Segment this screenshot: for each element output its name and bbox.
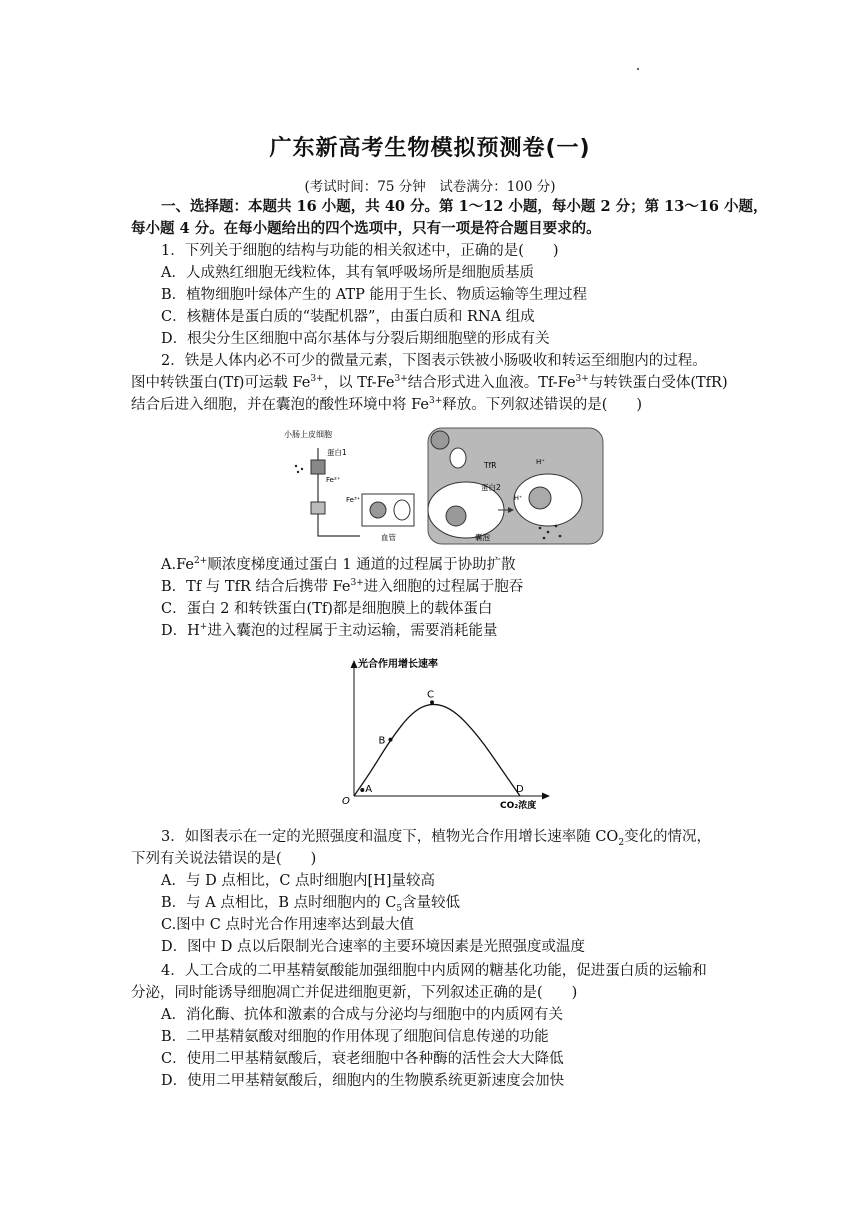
q2-stem-line3: 结合后进入细胞，并在囊泡的酸性环境中将 $Fe^{3+}$释放。下列叙述错误的是( ) — [131, 396, 643, 413]
fe-dot — [555, 525, 558, 528]
y-axis-arrow — [351, 660, 358, 668]
chart-xlabel: CO₂浓度 — [500, 801, 537, 811]
q2-stem-line2: 图中转铁蛋白(Tf)可运载 $Fe^{3+}$，以 $Tf-Fe^{3+}$结合形式进入血液。$Tf-Fe^{3+}$与转铁蛋白受体(TfR) — [131, 374, 728, 391]
x-axis-arrow — [542, 793, 550, 800]
fe-dot — [301, 468, 303, 470]
origin-label: O — [342, 796, 350, 807]
point-label-a: A — [365, 784, 373, 795]
q3-stem-line2: 下列有关说法错误的是( ) — [131, 851, 317, 867]
q2-option-c: C．蛋白 2 和转铁蛋白(Tf)都是细胞膜上的载体蛋白 — [161, 601, 493, 617]
scan-dot — [637, 68, 639, 70]
tf-cluster — [370, 502, 386, 518]
exit-protein — [311, 502, 325, 514]
point-label-c: C — [427, 689, 435, 701]
protein2-label: 蛋白2 — [481, 483, 501, 492]
q3-stem-line1: 3．如图表示在一定的光照强度和温度下，植物光合作用增长速率随 $CO_2$变化的情况， — [161, 829, 712, 848]
q1-option-d: D．根尖分生区细胞中高尔基体与分裂后期细胞壁的形成有关 — [161, 331, 550, 347]
fe-dot — [295, 465, 297, 467]
q2-stem-line1: 2．铁是人体内必不可少的微量元素，下图表示铁被小肠吸收和转运至细胞内的过程。 — [161, 353, 707, 369]
q4-option-b: B．二甲基精氨酸对细胞的作用体现了细胞间信息传递的功能 — [161, 1029, 549, 1045]
fe3-label: Fe³⁺ — [346, 496, 361, 504]
q3-option-c: C.图中 C 点时光合作用速率达到最大值 — [161, 917, 414, 933]
fe-dot — [543, 537, 546, 540]
q1-option-a: A．人成熟红细胞无线粒体，其有氧呼吸场所是细胞质基质 — [161, 265, 534, 281]
section-heading-line2: 每小题 4 分。在每小题给出的四个选项中，只有一项是符合题目要求的。 — [131, 220, 601, 237]
vesicle-label: 囊泡 — [475, 533, 490, 542]
photosynthesis-chart — [330, 654, 560, 814]
q2-option-d: D．H+进入囊泡的过程属于主动运输，需要消耗能量 — [161, 622, 498, 639]
q3-option-a: A．与 D 点相比，C 点时细胞内[H]量较高 — [161, 873, 435, 889]
tfr-receptor — [450, 448, 466, 468]
curve-line — [354, 704, 520, 796]
q1-option-c: C．核糖体是蛋白质的“装配机器”，由蛋白质和 RNA 组成 — [161, 309, 535, 325]
point-label-d: D — [516, 784, 524, 795]
h-label-inner: H⁺ — [514, 494, 523, 502]
fe2-label: Fe²⁺ — [326, 476, 341, 484]
q2-option-b: B．Tf 与 TfR 结合后携带 $Fe^{3+}$进入细胞的过程属于胞吞 — [161, 578, 524, 595]
chart-ylabel: 光合作用增长速率 — [358, 659, 438, 670]
release-cluster — [529, 487, 551, 509]
point-c — [430, 700, 434, 704]
q4-option-c: C．使用二甲基精氨酸后，衰老细胞中各种酶的活性会大大降低 — [161, 1051, 564, 1067]
point-label-b: B — [378, 735, 386, 747]
cell-label: 小肠上皮细胞 — [284, 430, 332, 439]
tfr-label: TfR — [484, 461, 497, 470]
point-a — [360, 788, 364, 792]
fe-dot — [539, 527, 542, 530]
q3-option-d: D．图中 D 点以后限制光合速率的主要环境因素是光照强度或温度 — [161, 939, 585, 955]
tf-fe-complex — [431, 431, 449, 449]
fe-dot — [559, 535, 562, 538]
iron-transport-figure — [278, 424, 608, 548]
page-title: 广东新高考生物模拟预测卷(一) — [269, 136, 591, 161]
protein1-channel — [311, 460, 325, 474]
exam-meta: (考试时间：75 分钟 试卷满分：100 分) — [304, 179, 556, 195]
tf-ring — [394, 500, 410, 520]
q1-stem: 1．下列关于细胞的结构与功能的相关叙述中，正确的是( ) — [161, 243, 559, 259]
fe-dot — [547, 531, 550, 534]
q4-stem-line2: 分泌，同时能诱导细胞凋亡并促进细胞更新，下列叙述正确的是( ) — [131, 985, 578, 1001]
q4-option-a: A．消化酶、抗体和激素的合成与分泌均与细胞中的内质网有关 — [161, 1007, 563, 1023]
q2-option-a: $A.Fe^{2+}$顺浓度梯度通过蛋白 1 通道的过程属于协助扩散 — [161, 556, 516, 573]
vessel-label: 血管 — [381, 533, 396, 542]
vesicle-fe-cluster — [446, 506, 466, 526]
q3-option-b: B．与 A 点相比，B 点时细胞内的 $C_5$含量较低 — [161, 895, 461, 914]
point-b — [389, 738, 393, 742]
protein1-label: 蛋白1 — [327, 448, 347, 457]
section-heading-line1: 一、选择题：本题共 16 小题，共 40 分。第 1～12 小题，每小题 2 分；第 13～16 小题， — [161, 198, 768, 215]
fe-dot — [297, 471, 299, 473]
q1-option-b: B．植物细胞叶绿体产生的 ATP 能用于生长、物质运输等生理过程 — [161, 287, 587, 303]
q4-stem-line1: 4．人工合成的二甲基精氨酸能加强细胞中内质网的糖基化功能，促进蛋白质的运输和 — [161, 963, 707, 979]
h-label: H⁺ — [536, 458, 545, 466]
q4-option-d: D．使用二甲基精氨酸后，细胞内的生物膜系统更新速度会加快 — [161, 1073, 565, 1089]
